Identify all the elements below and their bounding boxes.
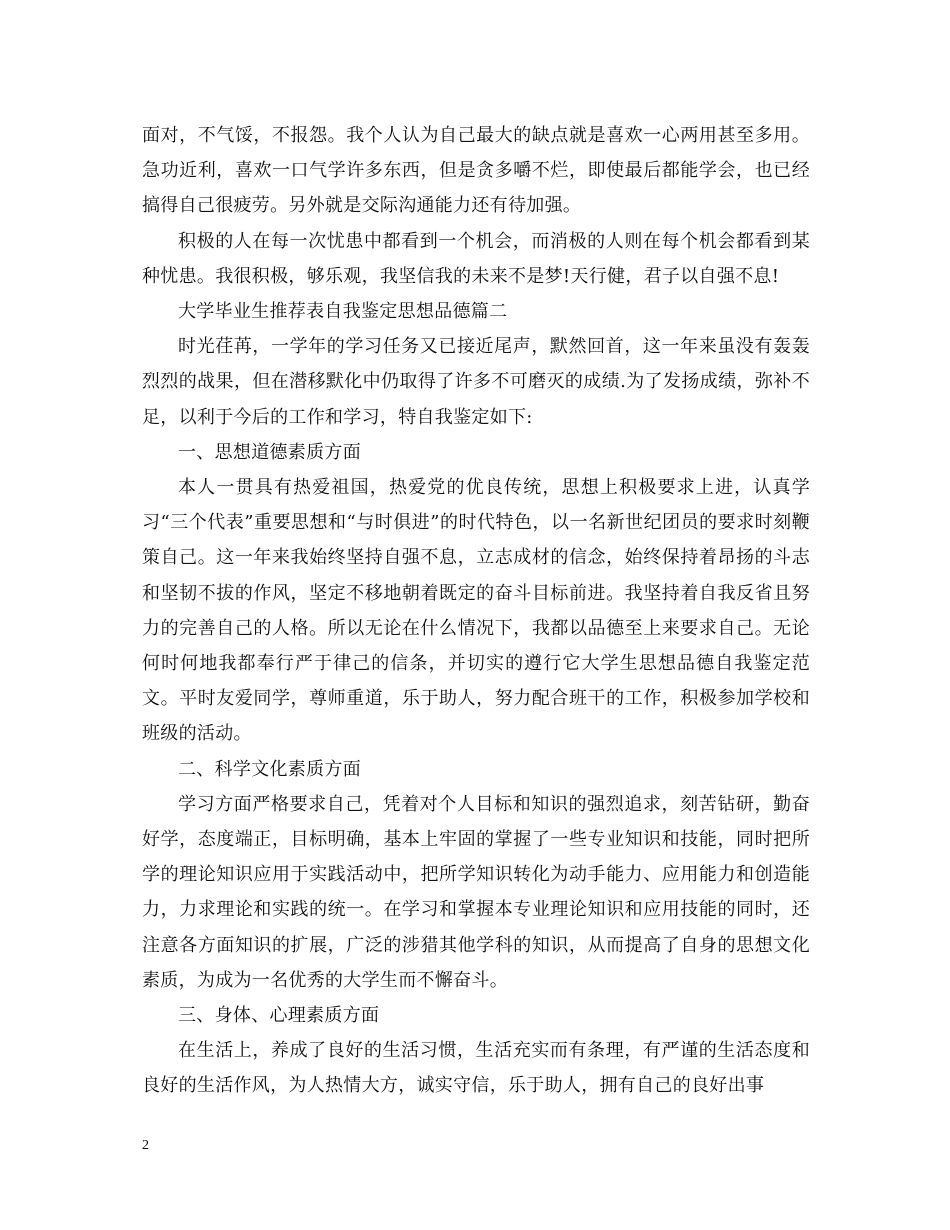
section-title: 大学毕业生推荐表自我鉴定思想品德篇二 (178, 301, 508, 323)
page-number: 2 (142, 1138, 149, 1153)
heading-culture: 二、科学文化素质方面 (178, 758, 361, 780)
paragraph-moral: 本人一贯具有热爱祖国，热爱党的优良传统，思想上积极要求上进，认真学习“三个代表”重要思想和“与时俱进”的时代特色，以一名新世纪团员的要求时刻鞭策自己。这一年来我始终坚持自强不息，立志成材的信念，始终保持着昂扬的斗志和坚韧不拔的作风，坚定不移地朝着既定的奋斗目标前进。我坚持着自我反省且努力的完善自己的人格。所以无论在什么情况下，我都以品德至上来要求自己。无论何时何地我都奉行严于律己的信条，并切实的遵行它大学生思想品德自我鉴定范文。平时友爱同学，尊师重道，乐于助人，努力配合班干的工作，积极参加学校和班级的活动。 (142, 477, 810, 745)
heading-moral: 一、思想道德素质方面 (178, 441, 361, 463)
body-text (142, 118, 810, 1104)
paragraph-optimism: 积极的人在每一次忧患中都看到一个机会，而消极的人则在每个机会都看到某种忧患。我很积极，够乐观，我坚信我的未来不是梦!天行健，君子以自强不息! (142, 230, 810, 287)
paragraph-culture: 学习方面严格要求自己，凭着对个人目标和知识的强烈追求，刻苦钻研，勤奋好学，态度端正，目标明确，基本上牢固的掌握了一些专业知识和技能，同时把所学的理论知识应用于实践活动中，把所学知识转化为动手能力、应用能力和创造能力，力求理论和实践的统一。在学习和掌握本专业理论知识和应用技能的同时，还注意各方面知识的扩展，广泛的涉猎其他学科的知识，从而提高了自身的思想文化素质，为成为一名优秀的大学生而不懈奋斗。 (142, 793, 810, 991)
paragraph-intro: 时光荏苒，一学年的学习任务又已接近尾声，默然回首，这一年来虽没有轰轰烈烈的战果，但在潜移默化中仍取得了许多不可磨灭的成绩.为了发扬成绩，弥补不足，以利于今后的工作和学习，特自我鉴定如下: (142, 336, 810, 428)
paragraph-continuation: 面对，不气馁，不报怨。我个人认为自己最大的缺点就是喜欢一心两用甚至多用。急功近利，喜欢一口气学许多东西，但是贪多嚼不烂，即使最后都能学会，也已经搞得自己很疲劳。另外就是交际沟通能力还有待加强。 (142, 125, 810, 217)
heading-physical: 三、身体、心理素质方面 (178, 1005, 380, 1027)
paragraph-physical: 在生活上，养成了良好的生活习惯，生活充实而有条理，有严谨的生活态度和良好的生活作风，为人热情大方，诚实守信，乐于助人，拥有自己的良好出事 (142, 1040, 810, 1097)
